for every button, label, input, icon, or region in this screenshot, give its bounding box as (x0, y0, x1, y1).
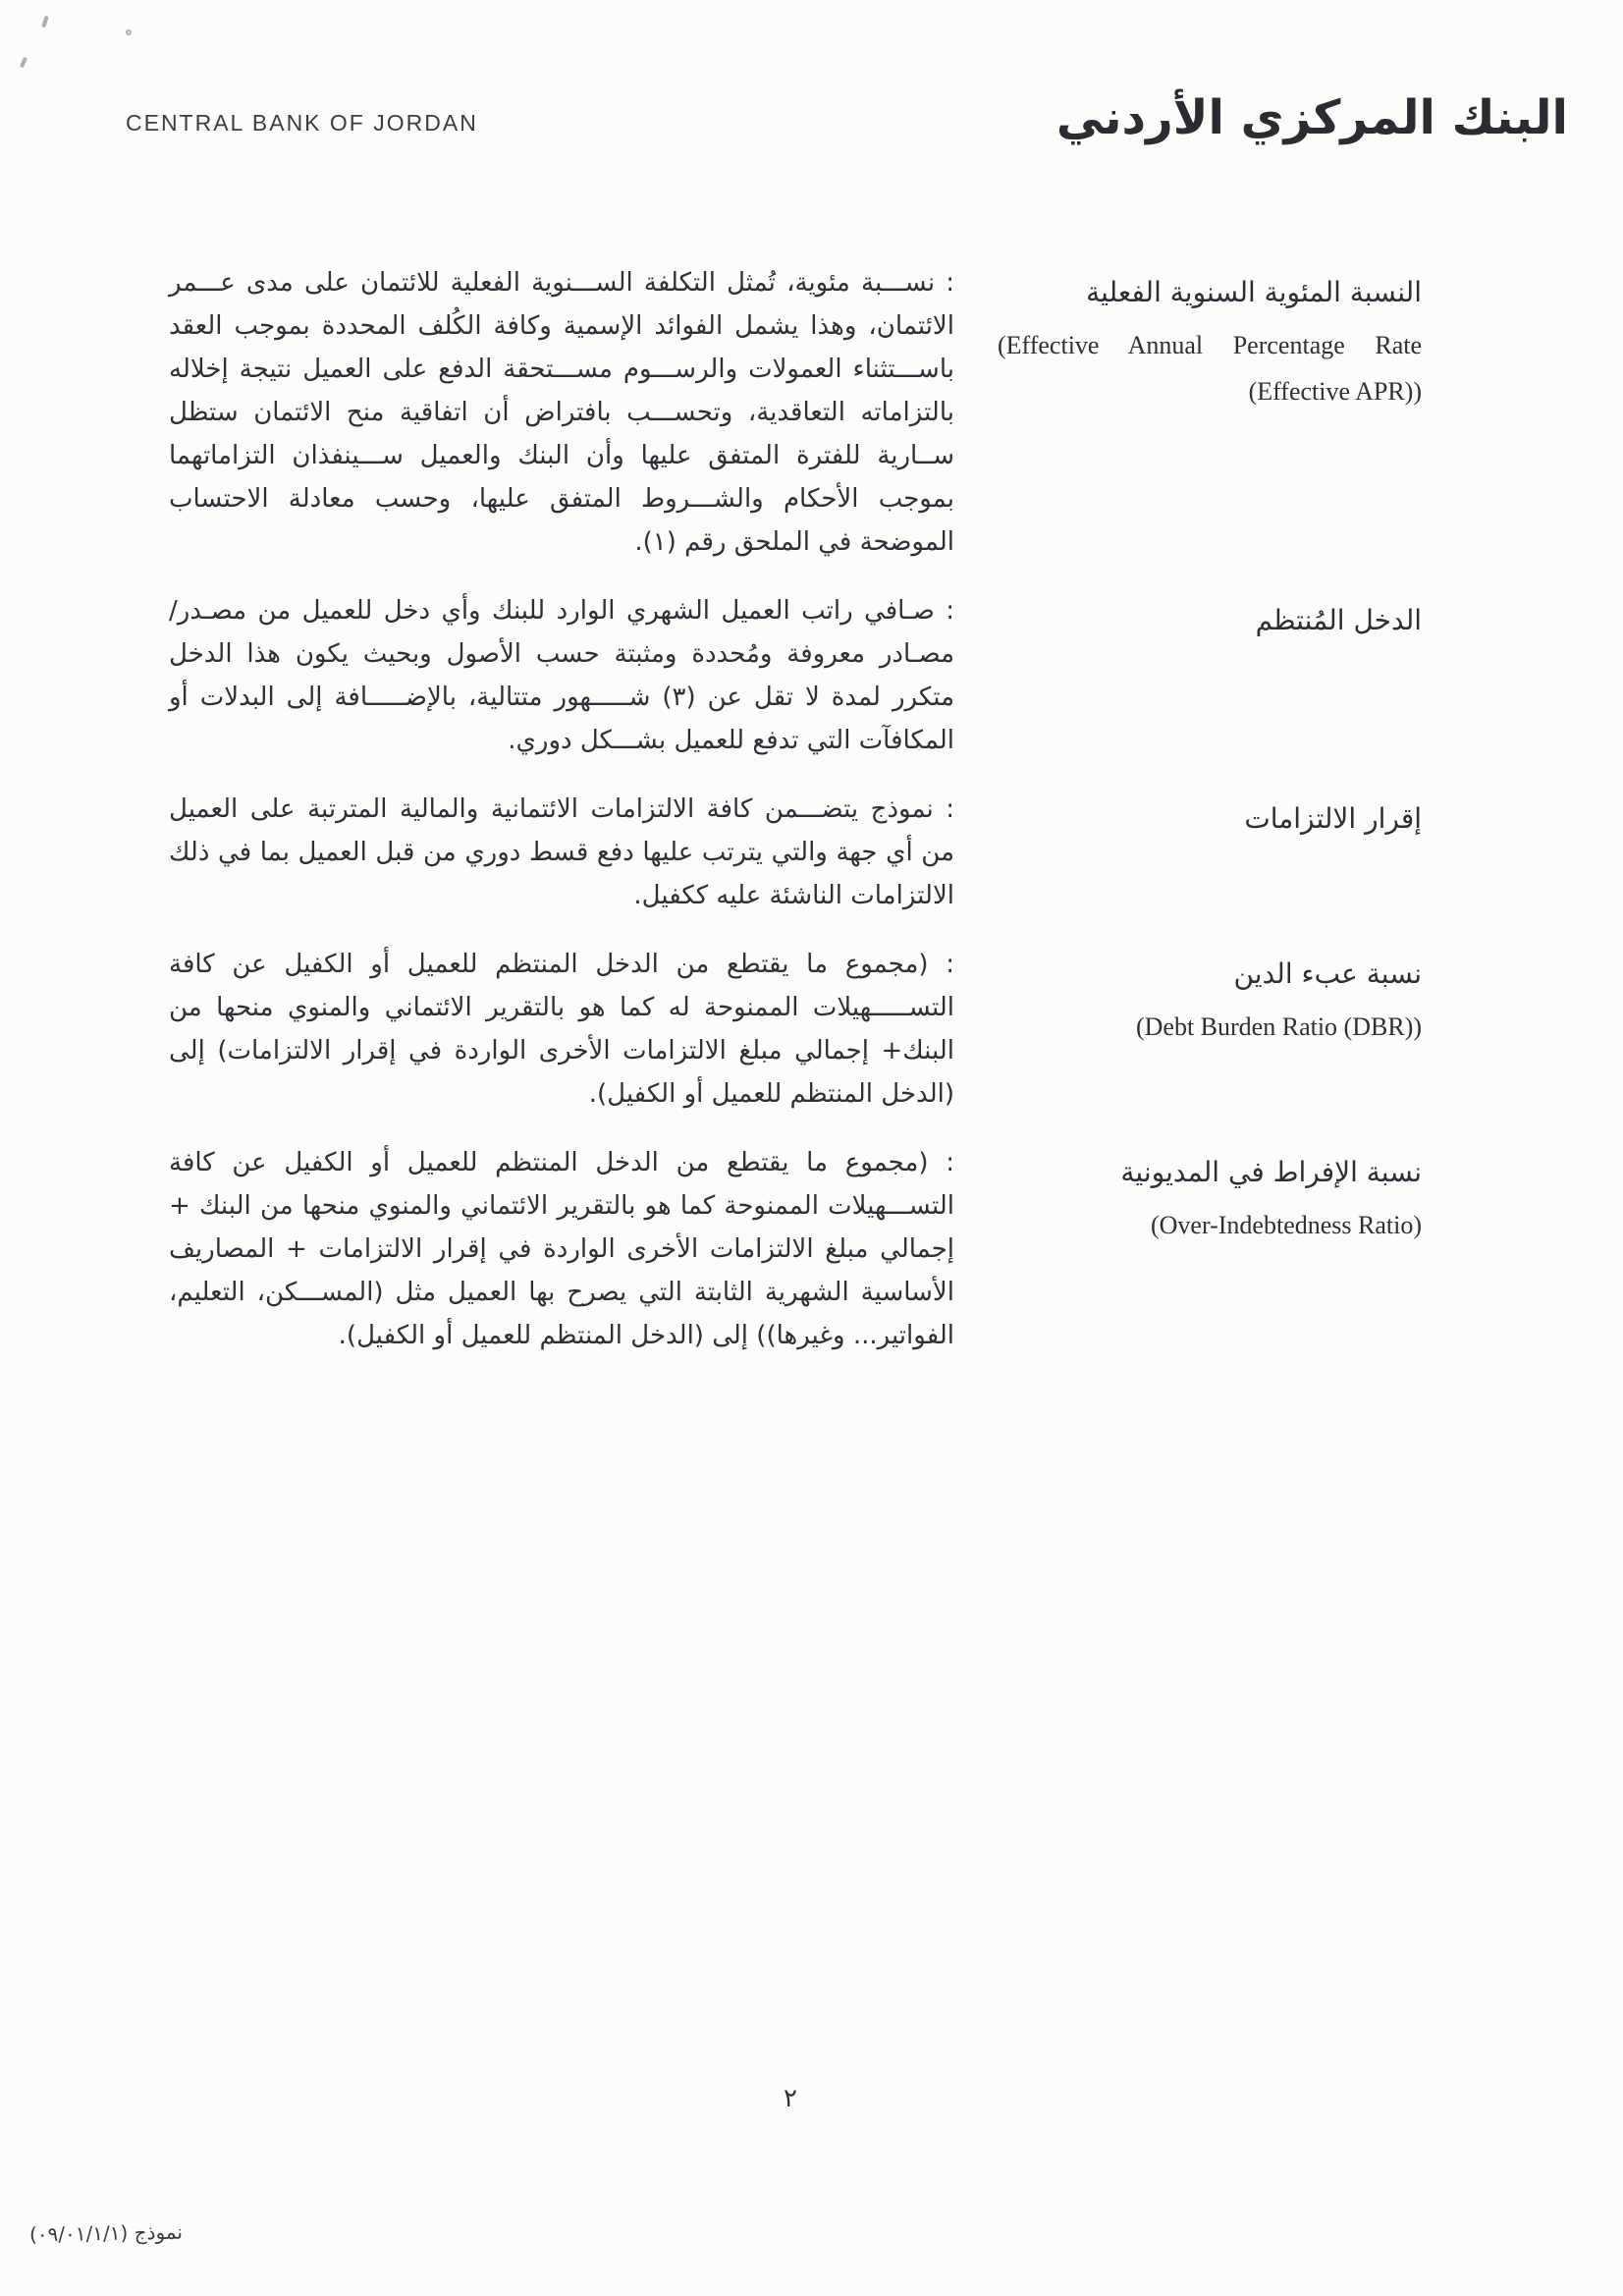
term-arabic: نسبة عبء الدين (1233, 957, 1422, 990)
term-arabic: النسبة المئوية السنوية الفعلية (1086, 276, 1422, 308)
scan-artifact (20, 57, 27, 69)
form-number: نموذج (٠٩/٠١/١/١) (28, 2219, 184, 2247)
definition-row-effective-apr (169, 261, 1422, 564)
definition-row-regular-income (169, 589, 1422, 762)
definition-text: : (مجموع ما يقتطع من الدخل المنتظم للعميل أو الكفيل عن كافة التســـــهيلات الممنوحة له كما هو بالتقرير الائتماني والمنوي منحها من البنك+ إجمالي مبلغ الالتزامات الأخرى الواردة في إقرار الالتزامات) إلى (الدخل المنتظم للعميل أو الكفيل). (169, 950, 954, 1109)
definition-row-debt-burden-ratio (169, 943, 1422, 1116)
term-arabic: إقرار الالتزامات (1244, 802, 1422, 835)
term-arabic: نسبة الإفراط في المديونية (1120, 1156, 1422, 1188)
bank-name-english: CENTRAL BANK OF JORDAN (126, 110, 478, 136)
term-cell (998, 943, 1422, 1051)
scan-artifact (126, 29, 132, 35)
term-arabic: الدخل المُنتظم (1255, 604, 1422, 636)
term-cell (998, 589, 1422, 641)
term-english: (Effective Annual Percentage Rate (Effective APR)) (998, 331, 1422, 407)
scan-artifact (41, 16, 49, 28)
definition-text: : (مجموع ما يقتطع من الدخل المنتظم للعميل أو الكفيل عن كافة التســـهيلات الممنوحة كما هو بالتقرير الائتماني والمنوي منحها من البنك + إجمالي مبلغ الالتزامات الأخرى الواردة في إقرار الالتزامات + المصاريف الأساسية الشهرية الثابتة التي يصرح بها العميل مثل (المســـكن، التعليم، الفواتير... وغيرها)) إلى (الدخل المنتظم للعميل أو الكفيل). (169, 1148, 954, 1350)
term-cell (998, 261, 1422, 415)
definition-text: : نســـبة مئوية، تُمثل التكلفة الســـنوية الفعلية للائتمان على مدى عـــمر الائتمان، وهذا يشمل الفوائد الإسمية وكافة الكُلف المحددة بموجب العقد باســـتثناء العمولات والرســـوم مســـتحقة الدفع على العميل نتيجة إخلاله بالتزاماته التعاقدية، وتحســـب بافتراض أن اتفاقية منح الائتمان ستظل ســارية للفترة المتفق عليها وأن البنك والعميل ســـينفذان التزاماتهما بموجب الأحكام والشـــروط المتفق عليها، وحسب معادلة الاحتساب الموضحة في الملحق رقم (١). (169, 268, 954, 557)
term-english: (Over-Indebtedness Ratio) (1151, 1211, 1422, 1240)
term-cell (998, 788, 1422, 840)
term-english: (Debt Burden Ratio (DBR)) (1135, 1012, 1422, 1042)
definitions-list (169, 261, 1422, 1383)
definition-row-over-indebtedness-ratio (169, 1141, 1422, 1357)
definition-text: : صـافي راتب العميل الشهري الوارد للبنك وأي دخل للعميل من مصـدر/ مصـادر معروفة ومُحددة ومثبتة حسب الأصول وبحيث يكون هذا الدخل متكرر لمدة لا تقل عن (٣) شـــــهور متتالية، بالإضـــــافة إلى البدلات أو المكافآت التي تدفع للعميل بشـــكل دوري. (169, 596, 954, 755)
term-cell (998, 1141, 1422, 1249)
page-number: ٢ (784, 2084, 797, 2113)
bank-logo-arabic: البنك المركزي الأردني (1055, 90, 1568, 145)
definition-text: : نموذج يتضـــمن كافة الالتزامات الائتمانية والمالية المترتبة على العميل من أي جهة والتي يترتب عليها دفع قسط دوري من قبل العميل بما في ذلك الالتزامات الناشئة عليه ككفيل. (169, 794, 954, 910)
definition-row-obligations-declaration (169, 788, 1422, 917)
